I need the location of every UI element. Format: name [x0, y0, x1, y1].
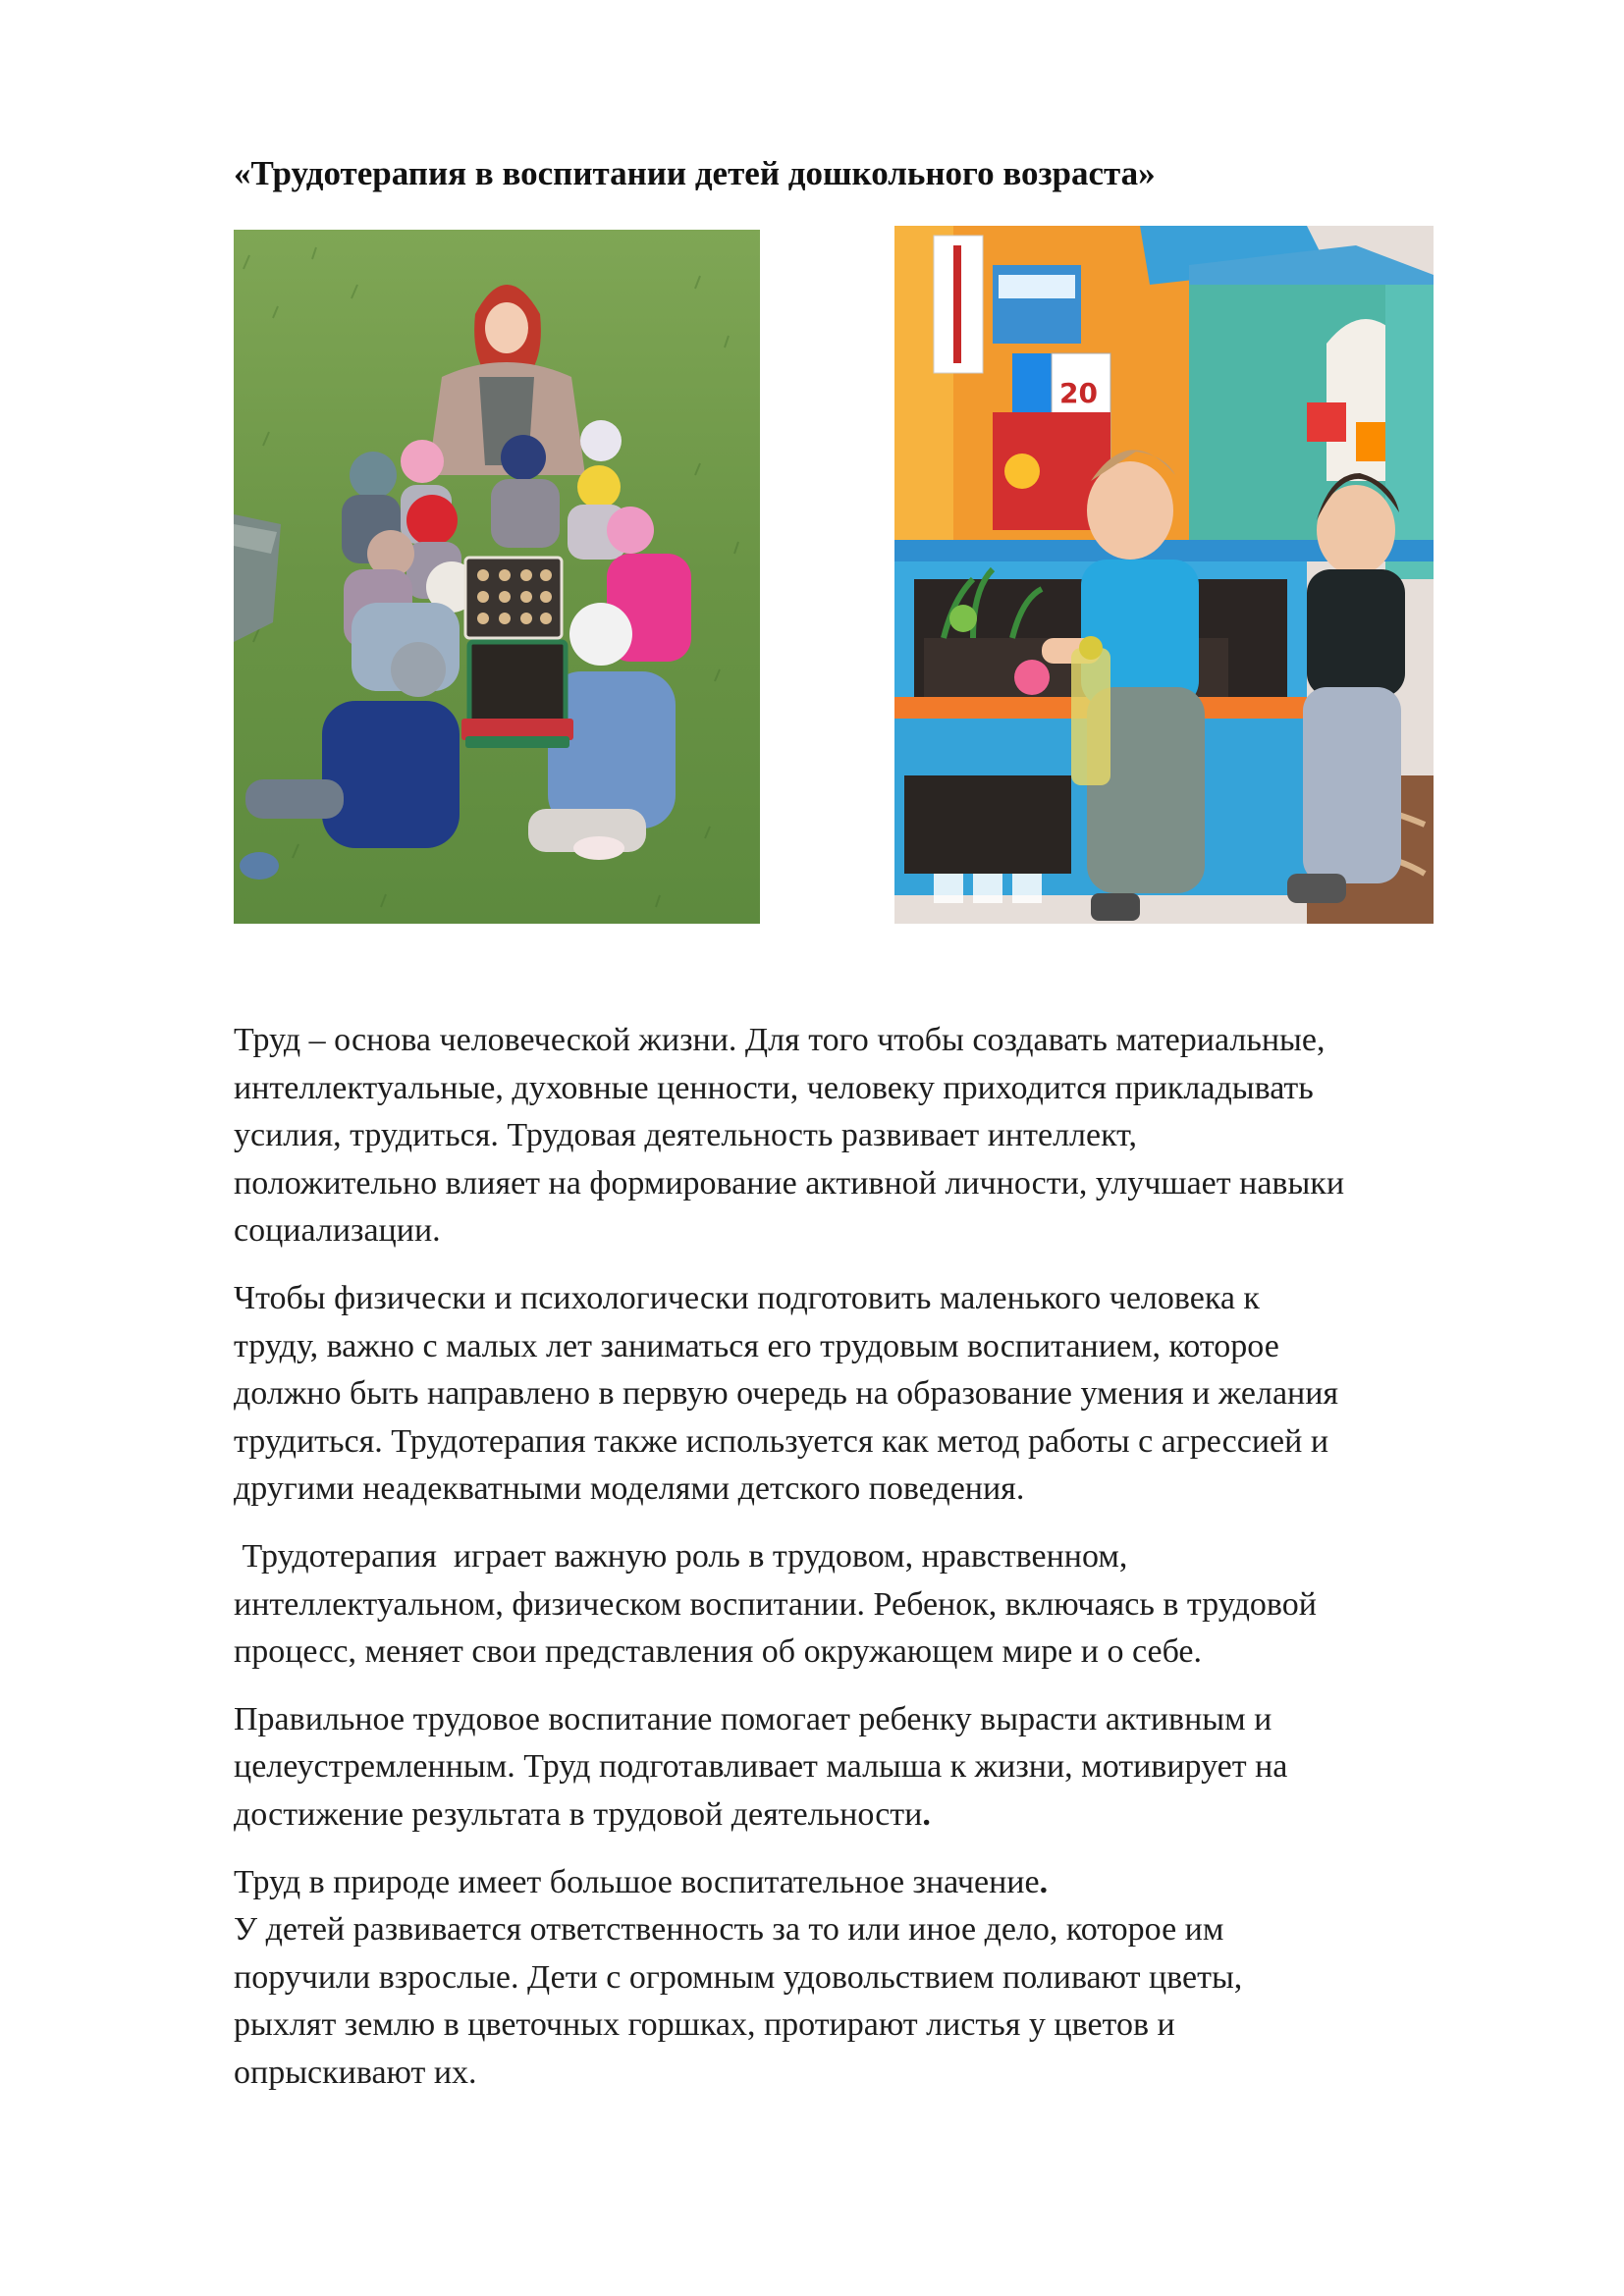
- paragraph-line-text: достижение результата в трудовой деятельности: [234, 1795, 923, 1833]
- paragraph-line: труду, важно с малых лет заниматься его трудовым воспитанием, которое: [234, 1327, 1279, 1364]
- paragraph-line: Правильное трудовое воспитание помогает ребенку вырасти активным и: [234, 1700, 1272, 1737]
- paragraph-1: [234, 1017, 1530, 1255]
- paragraph-line: интеллектуальном, физическом воспитании. Ребенок, включаясь в трудовой: [234, 1585, 1317, 1623]
- paragraph-line: интеллектуальные, духовные ценности, человеку приходится прикладывать: [234, 1069, 1314, 1106]
- paragraph-line: другими неадекватными моделями детского поведения.: [234, 1470, 1025, 1508]
- paragraph-2: [234, 1275, 1530, 1514]
- paragraph-line: целеустремленным. Труд подготавливает малыша к жизни, мотивирует на: [234, 1748, 1288, 1786]
- paragraph-line: социализации.: [234, 1212, 441, 1250]
- paragraph-bold-period: .: [1039, 1863, 1049, 1900]
- paragraph-line: Труд – основа человеческой жизни. Для того чтобы создавать материальные,: [234, 1022, 1326, 1058]
- paragraph-line: усилия, трудиться. Трудовая деятельность развивает интеллект,: [234, 1117, 1137, 1154]
- paragraph-4: [234, 1696, 1530, 1840]
- paragraph-line: [234, 1791, 1530, 1840]
- paragraph-line: [234, 1859, 1530, 1907]
- photo-children-watering-plants: [894, 226, 1434, 924]
- paragraph-line: Трудотерапия играет важную роль в трудовом, нравственном,: [234, 1537, 1128, 1575]
- photo-children-outdoors: [234, 230, 760, 924]
- seedling-trays: [461, 558, 573, 748]
- paragraph-line: рыхлят землю в цветочных горшках, протирают листья у цветов и: [234, 2006, 1175, 2044]
- document-title: «Трудотерапия в воспитании детей дошкольного возраста»: [234, 154, 1156, 192]
- paragraph-bold-period: .: [922, 1795, 931, 1833]
- paragraph-line: У детей развивается ответственность за то или иное дело, которое им: [234, 1911, 1224, 1949]
- article-body: [234, 1017, 1530, 2116]
- paragraph-line: должно быть направлено в первую очередь на образование умения и желания: [234, 1375, 1339, 1413]
- photo-children-outdoors-image: [234, 230, 760, 924]
- paragraph-line: положительно влияет на формирование активной личности, улучшает навыки: [234, 1164, 1345, 1201]
- paragraph-5: [234, 1859, 1530, 2098]
- paragraph-3: [234, 1533, 1530, 1677]
- paragraph-line: процесс, меняет свои представления об окружающем мире и о себе.: [234, 1633, 1203, 1671]
- paragraph-line: опрыскивают их.: [234, 2054, 477, 2091]
- paragraph-line: Чтобы физически и психологически подготовить маленького человека к: [234, 1279, 1260, 1316]
- paragraph-line: трудиться. Трудотерапия также используется как метод работы с агрессией и: [234, 1422, 1329, 1460]
- photo-children-watering-plants-image: [894, 226, 1434, 924]
- svg-text:20: 20: [1059, 377, 1098, 409]
- paragraph-line: поручили взрослые. Дети с огромным удовольствием поливают цветы,: [234, 1958, 1243, 1996]
- paragraph-line-text: Труд в природе имеет большое воспитательное значение: [234, 1863, 1040, 1900]
